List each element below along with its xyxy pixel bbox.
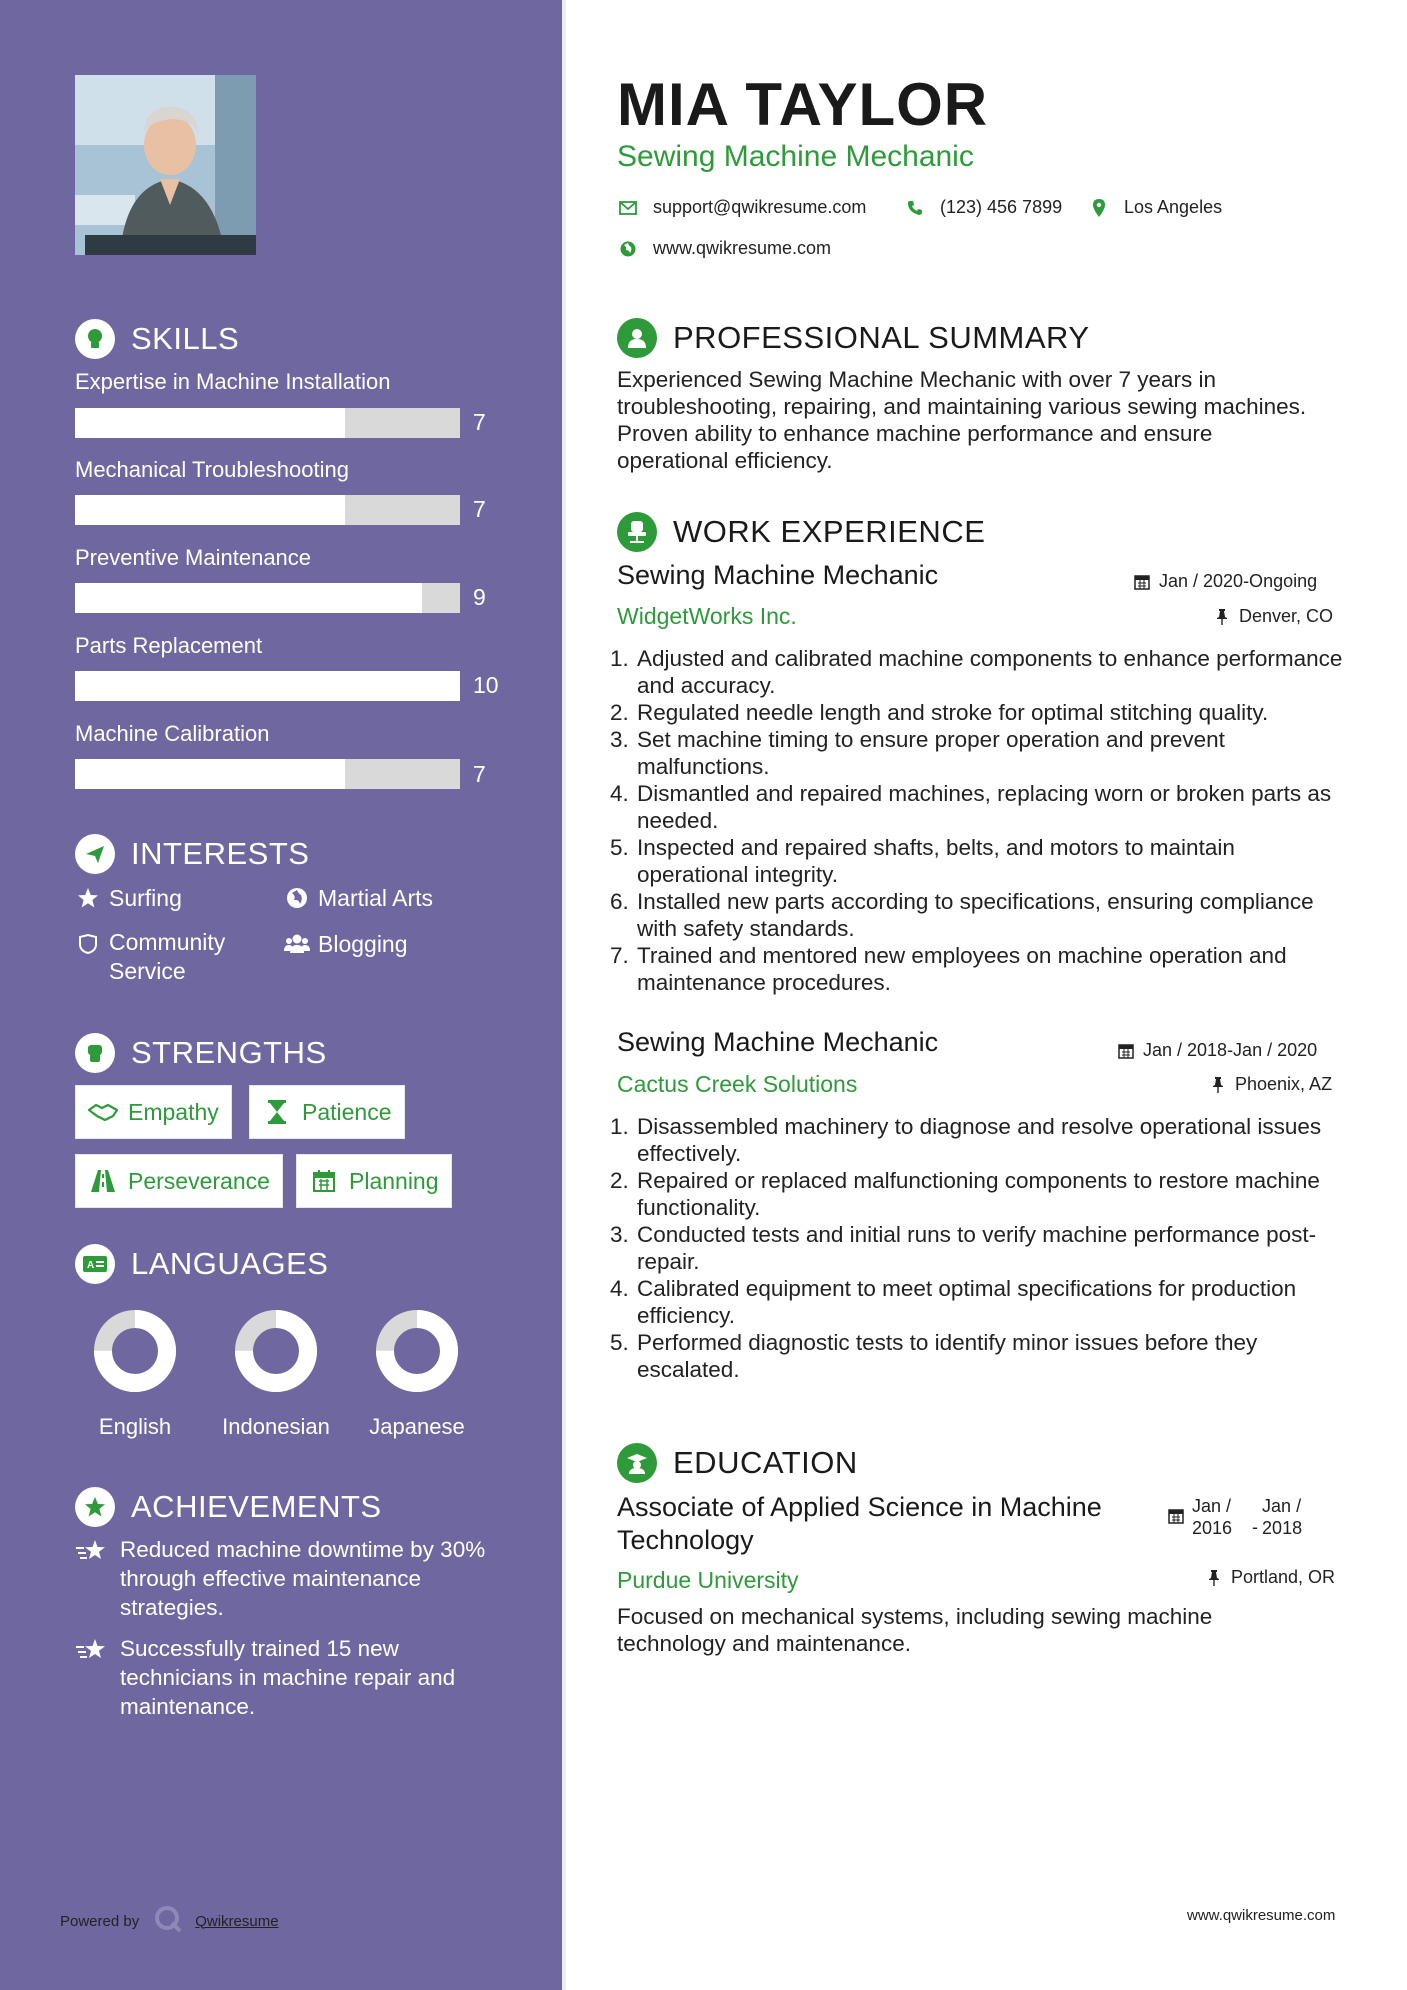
education-location <box>1205 1567 1335 1588</box>
job-title: Sewing Machine Mechanic <box>617 560 939 590</box>
interests-title: INTERESTS <box>131 836 310 871</box>
calendar-icon <box>309 1168 339 1194</box>
powered-by <box>60 1904 279 1938</box>
job-company: Cactus Creek Solutions <box>617 1071 858 1097</box>
duty-item: 4. Dismantled and repaired machines, replacing worn or broken parts as needed. <box>635 780 1345 834</box>
skills-heading <box>75 319 239 359</box>
languages-title: LANGUAGES <box>131 1246 329 1281</box>
contact-phone <box>906 197 1062 218</box>
language-label: English <box>98 1414 172 1439</box>
pin-icon <box>1205 1569 1223 1587</box>
skill-bar <box>75 759 460 789</box>
map-marker-icon <box>1090 199 1108 217</box>
job-location-text: Phoenix, AZ <box>1235 1074 1333 1094</box>
duty-item: 5. Performed diagnostic tests to identify minor issues before they escalated. <box>635 1329 1345 1383</box>
globe-icon <box>619 240 637 258</box>
work-heading <box>617 512 985 552</box>
fist-icon <box>75 1033 115 1073</box>
job-dates <box>1133 571 1317 592</box>
duty-item: 3. Set machine timing to ensure proper operation and prevent malfunctions. <box>635 726 1345 780</box>
interest-item <box>75 931 275 986</box>
language-label: Japanese <box>369 1414 465 1439</box>
phone-text: (123) 456 7899 <box>940 197 1063 217</box>
website-text[interactable]: www.qwikresume.com <box>653 238 832 258</box>
language-donut <box>231 1306 321 1396</box>
languages-heading <box>75 1244 328 1284</box>
job-dates-text: Jan / 2018-Jan / 2020 <box>1143 1040 1318 1060</box>
qwikresume-logo-icon <box>153 1904 183 1938</box>
summary-title: PROFESSIONAL SUMMARY <box>673 320 1090 355</box>
achievement-text: Reduced machine downtime by 30% through effective maintenance strategies. <box>120 1537 486 1620</box>
strength-tag <box>249 1085 405 1139</box>
job-title: Sewing Machine Mechanic <box>617 1027 939 1057</box>
email-text[interactable]: support@qwikresume.com <box>653 197 867 217</box>
duty-item: 5. Inspected and repaired shafts, belts, and motors to maintain operational integrity. <box>635 834 1345 888</box>
skill-bar-fill <box>75 583 422 613</box>
user-icon <box>617 318 657 358</box>
skill-bar-fill <box>75 408 345 438</box>
svg-text:A: A <box>87 1260 95 1271</box>
skill-bar-fill <box>75 671 460 701</box>
skill-value: 7 <box>473 496 486 522</box>
education-end-year: 2018 <box>1262 1518 1303 1538</box>
education-title: EDUCATION <box>673 1445 858 1480</box>
language-donut <box>90 1306 180 1396</box>
skill-value: 7 <box>473 409 486 435</box>
powered-by-label: Powered by <box>60 1912 140 1930</box>
footer-website[interactable]: www.qwikresume.com <box>1187 1907 1336 1924</box>
job-location <box>1213 606 1333 627</box>
shooting-star-icon <box>75 1538 109 1622</box>
strength-label: Patience <box>302 1098 392 1125</box>
summary-text: Experienced Sewing Machine Mechanic with over 7 years in troubleshooting, repairing, and maintaining various sewing machines. Proven ability to enhance machine performance and ensure operational efficiency. <box>617 367 1307 473</box>
strength-tag <box>296 1154 452 1208</box>
skill-value: 9 <box>473 584 486 610</box>
job-duties <box>612 645 1345 996</box>
skill-value: 10 <box>473 672 499 698</box>
skill-bar <box>75 408 460 438</box>
achievement-text: Successfully trained 15 new technicians in machine repair and maintenance. <box>120 1636 456 1719</box>
star-icon <box>75 885 101 911</box>
calendar-icon <box>1133 573 1151 591</box>
interest-label: Blogging <box>318 931 408 957</box>
globe-icon <box>284 885 310 911</box>
skill-bar <box>75 583 460 613</box>
skill-name: Parts Replacement <box>75 633 263 658</box>
skill-bar <box>75 671 460 701</box>
work-title: WORK EXPERIENCE <box>673 514 986 549</box>
skill-bar-fill <box>75 759 345 789</box>
education-start-month: Jan / <box>1192 1496 1232 1516</box>
calendar-icon <box>1117 1042 1135 1060</box>
education-start-year: 2016 <box>1192 1518 1233 1538</box>
education-location-text: Portland, OR <box>1231 1567 1336 1587</box>
education-dates <box>1168 1495 1302 1539</box>
duty-item: 6. Installed new parts according to specifications, ensuring compliance with safety standards. <box>635 888 1345 942</box>
strength-label: Empathy <box>128 1098 219 1125</box>
strengths-heading <box>75 1033 327 1073</box>
job-duties <box>612 1113 1345 1383</box>
interest-label: Community Service <box>109 929 226 984</box>
skill-value: 7 <box>473 761 486 787</box>
candidate-role: Sewing Machine Mechanic <box>617 140 974 173</box>
summary-heading <box>617 318 1090 358</box>
calendar-icon <box>1168 1508 1184 1539</box>
education-heading <box>617 1443 858 1483</box>
envelope-icon <box>619 199 637 217</box>
strength-tag <box>75 1154 283 1208</box>
duty-item: 3. Conducted tests and initial runs to verify machine performance post-repair. <box>635 1221 1345 1275</box>
duty-item: 2. Regulated needle length and stroke for optimal stitching quality. <box>635 699 1345 726</box>
skill-name: Expertise in Machine Installation <box>75 369 391 394</box>
star-badge-icon <box>75 1487 115 1527</box>
achievement-item <box>75 1535 515 1622</box>
language-card-icon <box>75 1244 115 1284</box>
job-dates <box>1117 1040 1317 1061</box>
sidebar-divider <box>562 0 566 1990</box>
hourglass-icon <box>262 1099 292 1125</box>
job-location <box>1209 1074 1332 1095</box>
handshake-icon <box>88 1099 118 1125</box>
interest-item <box>284 931 408 958</box>
degree-title: Associate of Applied Science in Machine Technology <box>617 1492 1102 1555</box>
interests-heading <box>75 834 309 874</box>
office-chair-icon <box>617 512 657 552</box>
skill-bar <box>75 495 460 525</box>
skill-name: Preventive Maintenance <box>75 545 312 570</box>
education-start <box>1192 1495 1232 1539</box>
skill-name: Mechanical Troubleshooting <box>75 457 349 482</box>
duty-item: 1. Disassembled machinery to diagnose and resolve operational issues effectively. <box>635 1113 1345 1167</box>
shield-icon <box>75 931 101 957</box>
phone-icon <box>906 199 924 217</box>
shooting-star-icon <box>75 1637 109 1721</box>
skill-name: Machine Calibration <box>75 721 270 746</box>
job-company: WidgetWorks Inc. <box>617 603 797 629</box>
interest-item <box>284 885 433 912</box>
strength-tag <box>75 1085 232 1139</box>
strength-label: Perseverance <box>128 1167 270 1194</box>
pin-icon <box>1209 1076 1227 1094</box>
job-dates-text: Jan / 2020-Ongoing <box>1159 571 1318 591</box>
education-end <box>1262 1495 1302 1539</box>
school-name: Purdue University <box>617 1567 799 1593</box>
users-icon <box>284 931 310 957</box>
pin-icon <box>1213 608 1231 626</box>
lightbulb-icon <box>75 319 115 359</box>
contact-location <box>1090 197 1222 218</box>
interest-label: Martial Arts <box>318 885 434 911</box>
strengths-title: STRENGTHS <box>131 1035 327 1070</box>
job-location-text: Denver, CO <box>1239 606 1334 626</box>
skills-title: SKILLS <box>131 321 240 356</box>
candidate-name: MIA TAYLOR <box>617 71 989 138</box>
paper-plane-icon <box>75 834 115 874</box>
duty-item: 4. Calibrated equipment to meet optimal specifications for production efficiency. <box>635 1275 1345 1329</box>
profile-photo <box>75 75 256 255</box>
education-end-month: Jan / <box>1262 1496 1302 1516</box>
duty-item: 2. Repaired or replaced malfunctioning components to restore machine functionality. <box>635 1167 1345 1221</box>
duty-item: 7. Trained and mentored new employees on machine operation and maintenance procedures. <box>635 942 1345 996</box>
education-description: Focused on mechanical systems, including sewing machine technology and maintenance. <box>617 1604 1213 1656</box>
achievements-heading <box>75 1487 382 1527</box>
date-separator: - <box>1252 1517 1259 1537</box>
sidebar <box>0 0 562 1990</box>
language-donut <box>372 1306 462 1396</box>
achievement-item <box>75 1634 515 1721</box>
brand-link[interactable]: Qwikresume <box>195 1912 279 1930</box>
achievements-title: ACHIEVEMENTS <box>131 1489 382 1524</box>
location-text: Los Angeles <box>1124 197 1223 217</box>
contact-website <box>619 238 831 259</box>
interest-item <box>75 885 182 912</box>
language-label: Indonesian <box>222 1414 330 1439</box>
duty-item: 1. Adjusted and calibrated machine components to enhance performance and accuracy. <box>635 645 1345 699</box>
graduate-icon <box>617 1443 657 1483</box>
strength-label: Planning <box>349 1167 439 1194</box>
interest-label: Surfing <box>109 885 182 911</box>
skill-bar-fill <box>75 495 345 525</box>
road-icon <box>88 1168 118 1194</box>
contact-email <box>619 197 866 218</box>
